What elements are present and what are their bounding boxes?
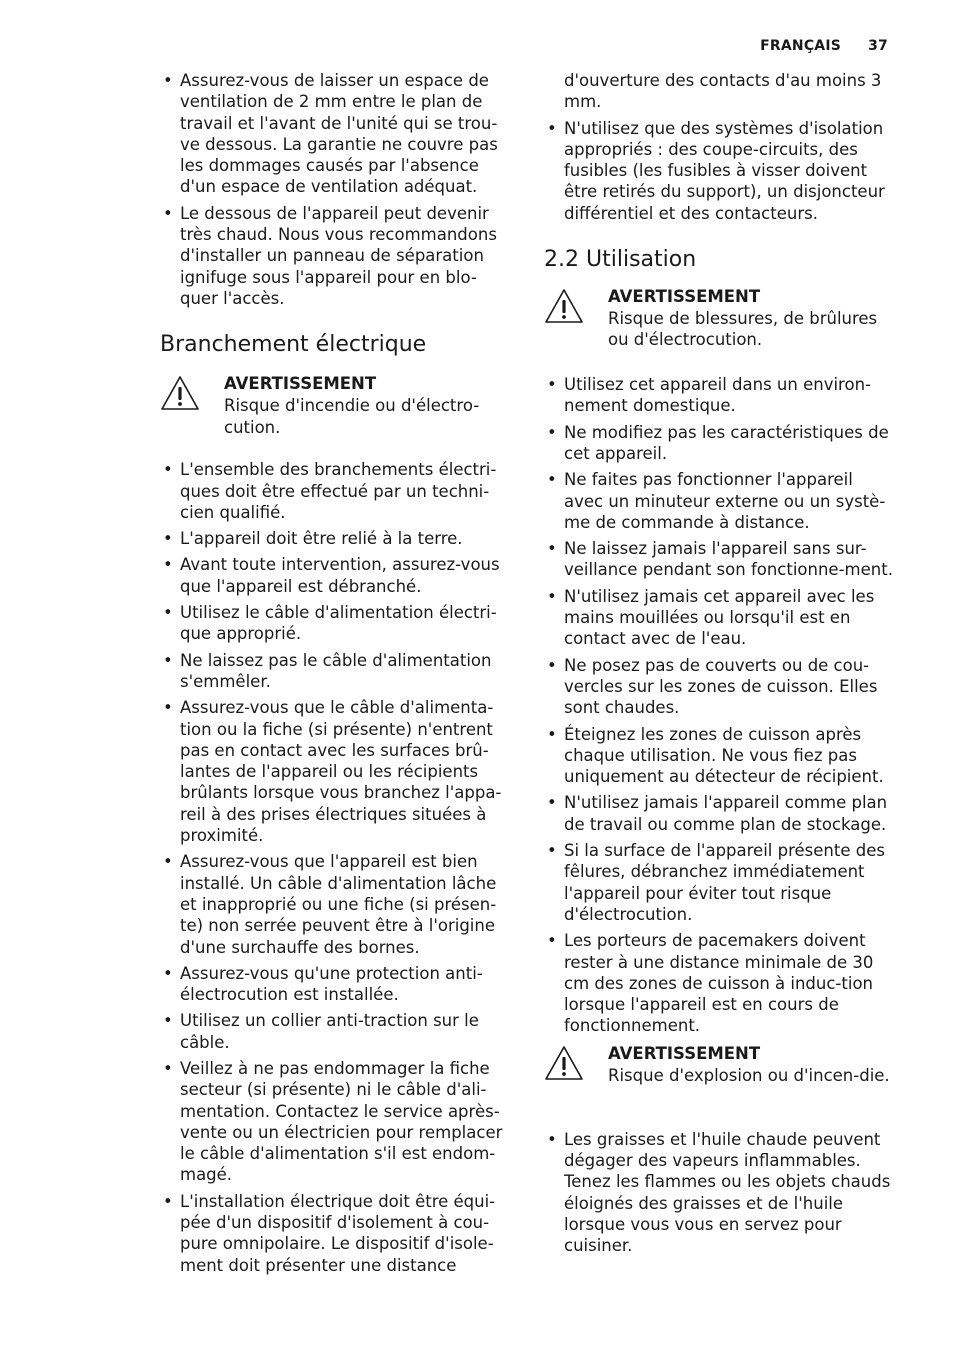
section-title-utilisation [544,246,896,274]
list-item: • Assurez-vous que l'appareil est bien installé. Un câble d'alimentation lâche et inapproprié ou une fiche (si présen-te) non serrée peuvent être à l'origine d'une surchauffe des bornes. [160,851,512,957]
list-item: • Le dessous de l'appareil peut devenir très chaud. Nous vous recommandons d'installer un panneau de séparation ignifuge sous l'appareil pour en blo-quer l'accès. [160,203,512,309]
list-item: • Ne laissez pas le câble d'alimentation s'emmêler. [160,650,512,693]
list-item: • Assurez-vous de laisser un espace de ventilation de 2 mm entre le plan de travail et l'avant de l'unité qui se trou-ve dessous. La garantie ne couvre pas les dommages causés par l'absence d'un espace de ventilation adéquat. [160,70,512,198]
list-item: • Ne posez pas de couverts ou de cou-vercles sur les zones de cuisson. Elles sont chaudes. [544,655,896,719]
warning-triangle-icon [544,1045,584,1081]
list-item: • Ne faites pas fonctionner l'appareil avec un minuteur externe ou un systè-me de commande à distance. [544,469,896,533]
list-item: • Si la surface de l'appareil présente des fêlures, débranchez immédiatement l'appareil pour éviter tout risque d'électrocution. [544,840,896,925]
list-item: • L'ensemble des branchements électri-ques doit être effectué par un techni-cien qualifié. [160,459,512,523]
list-item: • Les graisses et l'huile chaude peuvent dégager des vapeurs inflammables. Tenez les flammes ou les objets chauds éloignés des graisses et de l'huile lorsque vous vous en servez pour cuisiner. [544,1129,896,1257]
warning-box [544,1043,896,1121]
header-language: FRANÇAIS [760,38,842,54]
list-item: • L'installation électrique doit être équi-pée d'un dispositif d'isolement à cou-pure omnipolaire. Le dispositif d'isole-ment doit présenter une distance [160,1191,512,1276]
list-item: • L'appareil doit être relié à la terre. [160,528,512,549]
list-item: • Veillez à ne pas endommager la fiche secteur (si présente) ni le câble d'ali-mentation. Contactez le service après-vente ou un électricien pour remplacer le câble d'alimentation s'il est endom-magé. [160,1058,512,1186]
list-item: • Les porteurs de pacemakers doivent rester à une distance minimale de 30 cm des zones de cuisson à induc-tion lorsque l'appareil est en cours de fonctionnement. [544,930,896,1036]
list-item: • Assurez-vous qu'une protection anti-électrocution est installée. [160,963,512,1006]
list-item: • Éteignez les zones de cuisson après chaque utilisation. Ne vous fiez pas uniquement au détecteur de récipient. [544,724,896,788]
list-item: • Utilisez un collier anti-traction sur le câble. [160,1010,512,1053]
list-item: • Assurez-vous que le câble d'alimenta-tion ou la fiche (si présente) n'entrent pas en contact avec les surfaces brû-lantes de l'appareil ou les récipients brûlants lorsque vous branchez l'appa-reil à des prises électriques situées à proximité. [160,697,512,846]
list-item: • Utilisez cet appareil dans un environ-nement domestique. [544,374,896,417]
warning-text: Risque de blessures, de brûlures ou d'électrocution. [608,309,878,350]
list-item: • N'utilisez que des systèmes d'isolation appropriés : des coupe-circuits, des fusibles (les fusibles à visser doivent être retirés du support), un disjoncteur différentiel et des contacteurs. [544,118,896,224]
list-item: • Utilisez le câble d'alimentation électri-que approprié. [160,602,512,645]
isolation-list [544,118,896,224]
list-item: • Ne modifiez pas les caractéristiques de cet appareil. [544,422,896,465]
warning-text: Risque d'incendie ou d'électro-cution. [224,396,480,437]
page-number: 37 [868,38,888,54]
list-item: • Ne laissez jamais l'appareil sans sur-veillance pendant son fonctionne-ment. [544,538,896,581]
warning-title: AVERTISSEMENT [608,1043,761,1063]
intro-list [160,70,512,309]
warning-box [160,373,512,451]
electrical-list [160,459,512,1276]
grease-list [544,1129,896,1257]
warning-triangle-icon [544,288,584,324]
warning-box [544,286,896,364]
left-column [160,70,512,1281]
warning-triangle-icon [160,375,200,411]
page-header [760,38,888,54]
right-column [544,70,896,1261]
section-title-branchement: Branchement électrique [160,332,427,358]
list-item: • N'utilisez jamais l'appareil comme plan de travail ou comme plan de stockage. [544,792,896,835]
section-number: 2.2 [544,247,579,273]
warning-title: AVERTISSEMENT [608,287,761,307]
warning-title: AVERTISSEMENT [224,374,377,394]
list-item: • Avant toute intervention, assurez-vous que l'appareil est débranché. [160,554,512,597]
warning-text: Risque d'explosion ou d'incen-die. [608,1065,890,1085]
usage-list [544,374,896,1037]
list-item: • N'utilisez jamais cet appareil avec les mains mouillées ou lorsqu'il est en contact avec de l'eau. [544,586,896,650]
section-name: Utilisation [586,247,697,273]
continued-text: d'ouverture des contacts d'au moins 3 mm. [564,71,882,112]
